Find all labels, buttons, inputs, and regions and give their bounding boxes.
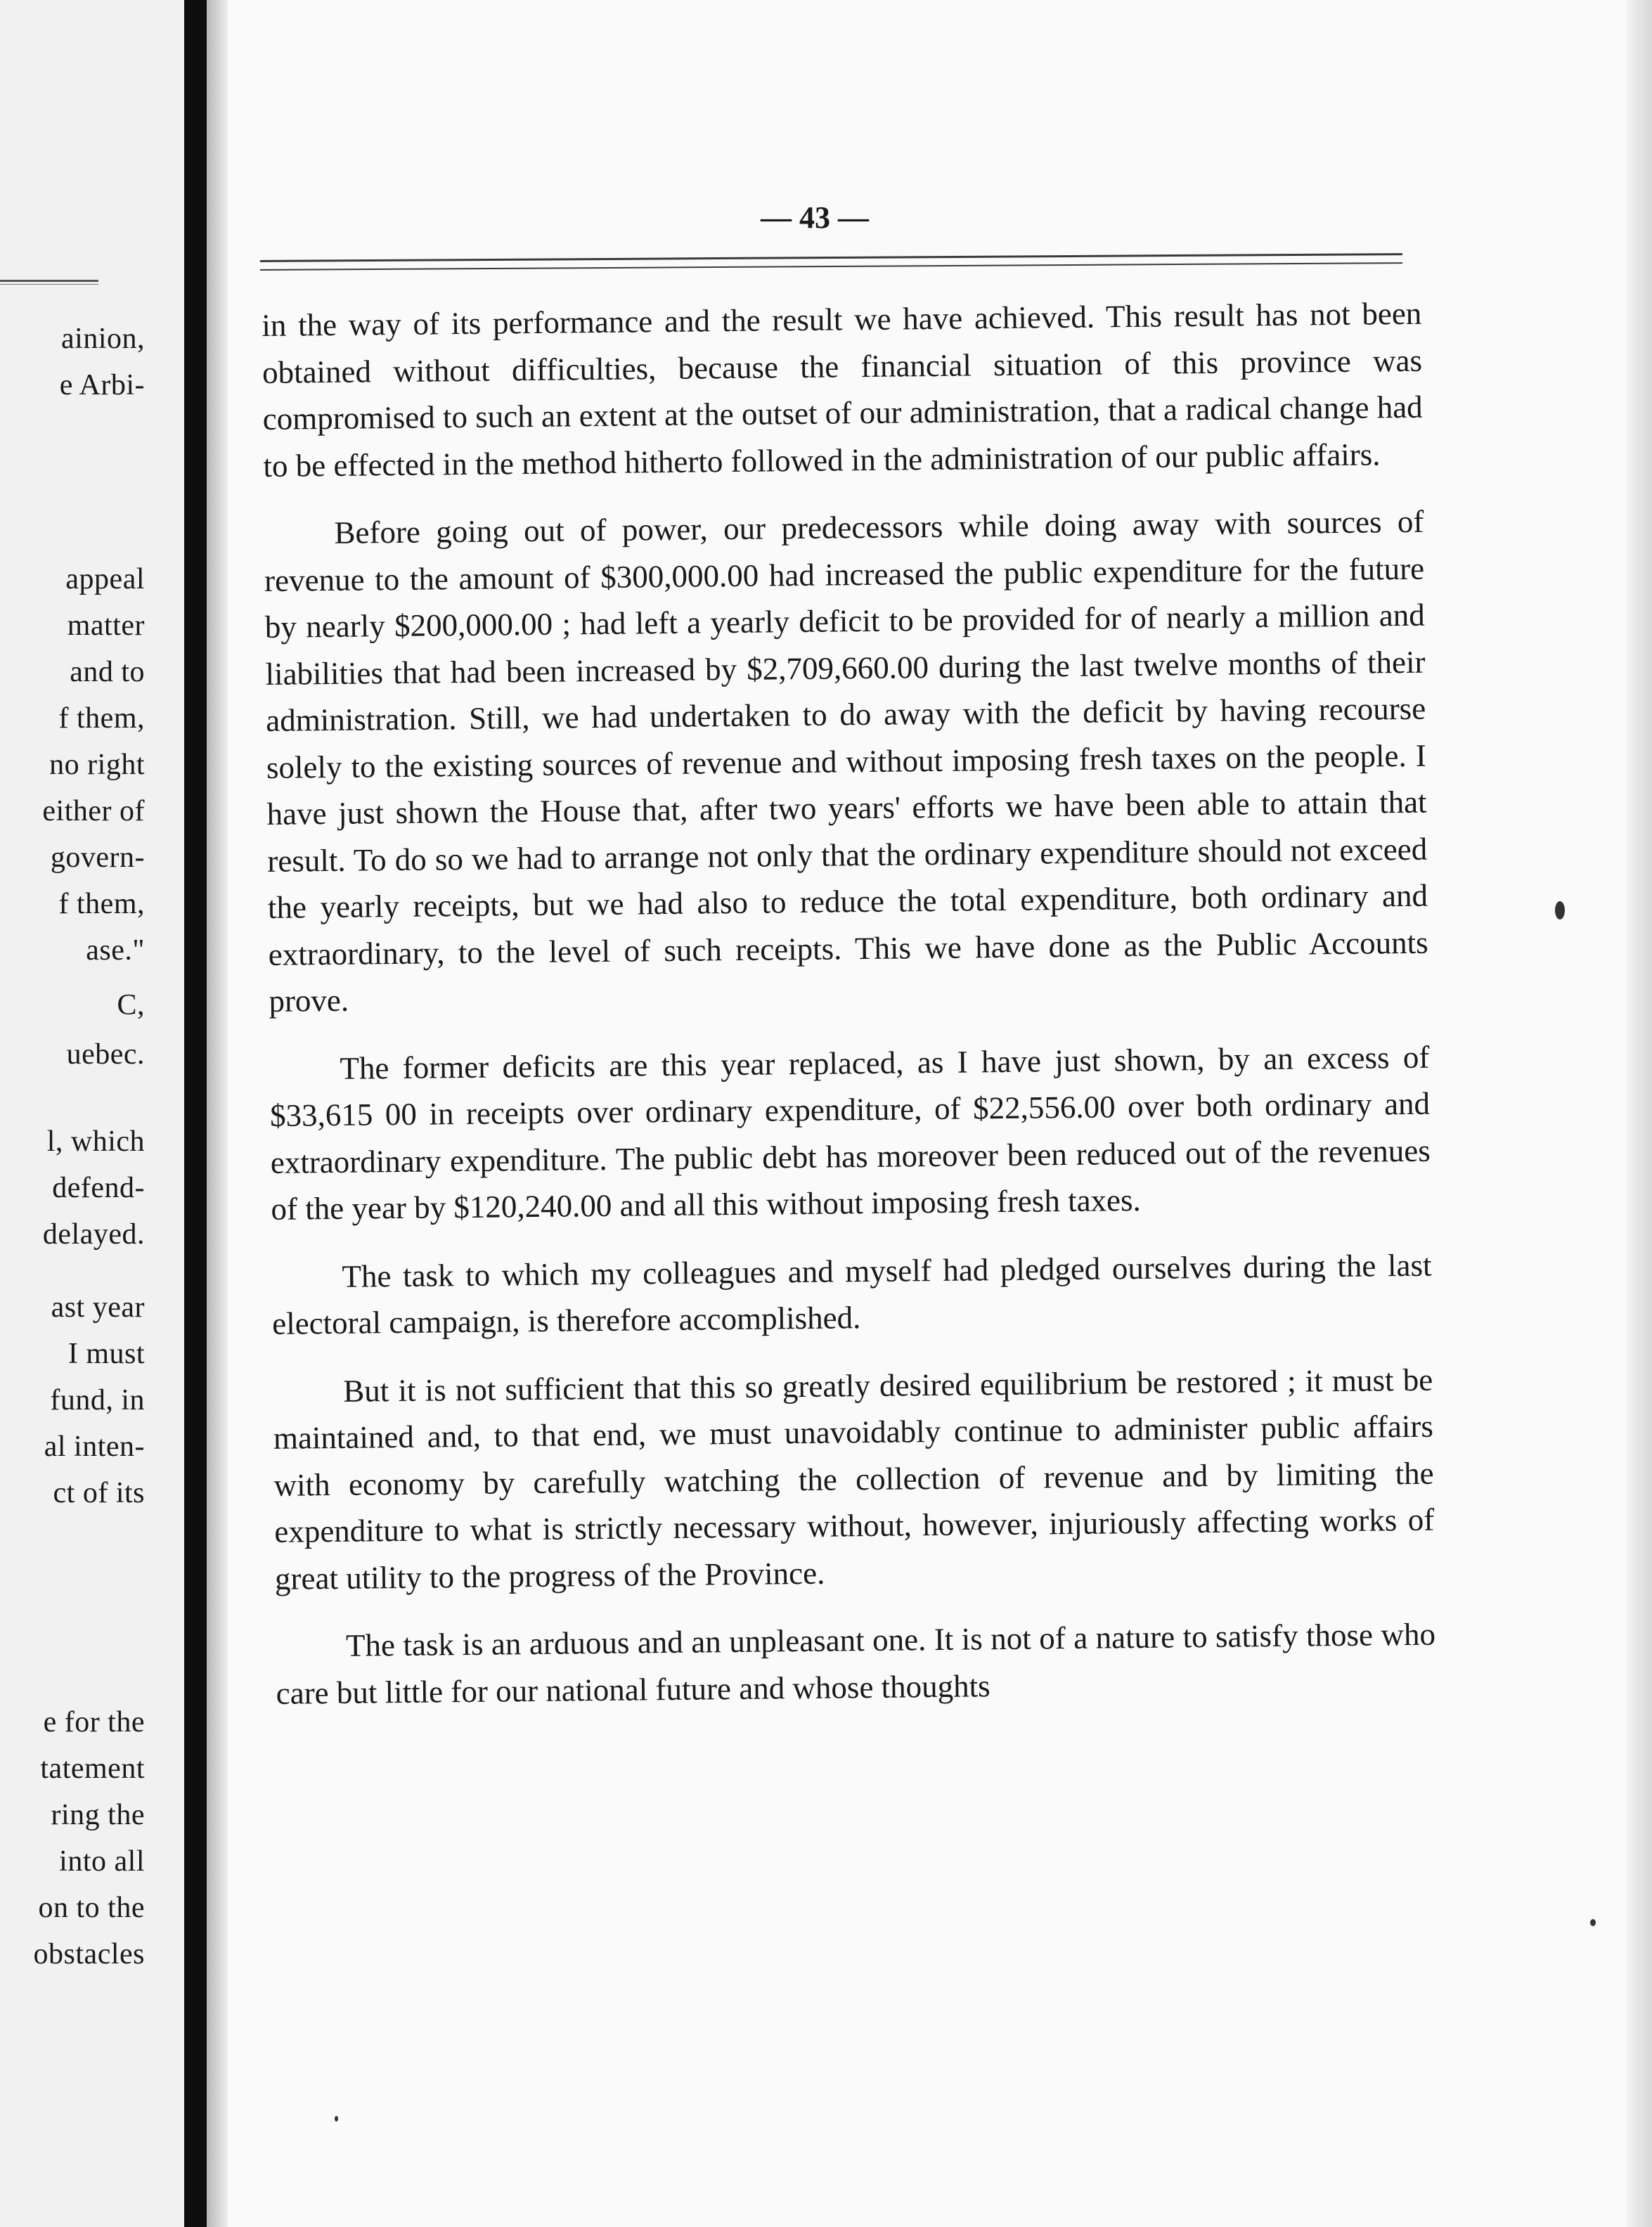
left-page-line: into all bbox=[59, 1845, 145, 1878]
left-page-line: defend- bbox=[52, 1172, 145, 1204]
left-page-line: on to the bbox=[38, 1892, 145, 1924]
paragraph: Before going out of power, our predecessors while doing away with sources of revenue to the amount of $300,000.00 had increased the public expenditure for the future by nearly $200,000.00 ; had left a yearly deficit to be provided for of nearly a million and liabilities that had been increased by $2,709,660.00 during the last twelve months of their administration. Still, we had undertaken to do away with the deficit by having recourse solely to the existing sources of revenue and without imposing fresh taxes on the people. I have just shown the House that, after two years' efforts we have been able to attain that result. To do so we had to arrange not only that the ordinary expenditure should not exceed the yearly receipts, but we had also to reduce the total expenditure, both ordinary and extraordinary, to the level of such receipts. This we have done as the Public Accounts prove. bbox=[264, 503, 1428, 1019]
left-page-line: ase." bbox=[86, 934, 145, 967]
left-page-line: f them, bbox=[58, 888, 145, 920]
left-page-line: and to bbox=[70, 656, 145, 688]
left-page-line: matter bbox=[67, 609, 145, 642]
page-edge-shadow bbox=[1627, 0, 1652, 2227]
left-page-line: l, which bbox=[46, 1125, 145, 1158]
scan-speck bbox=[335, 2116, 338, 2122]
paragraph: The former deficits are this year replaced, as I have just shown, by an excess of $33,615 00 in receipts over ordinary expenditure, of $22,556.00 over both ordinary and extraordinary expenditure. The public debt has moreover been reduced out of the revenues of the year by $120,240.00 and all this without imposing fresh taxes. bbox=[269, 1039, 1431, 1227]
book-gutter bbox=[184, 0, 207, 2227]
left-page-line: e for the bbox=[43, 1706, 145, 1738]
left-page-line: al inten- bbox=[44, 1431, 145, 1463]
body-text bbox=[262, 290, 1436, 1738]
paragraph: But it is not sufficient that this so greatly desired equilibrium be restored ; it must be maintained and, to that end, we must unavoidably continue to administer public affairs with economy by carefully watching the collection of revenue and by limiting the expenditure to what is strictly necessary without, however, injuriously affecting works of great utility to the progress of the Province. bbox=[273, 1362, 1435, 1596]
left-page-line: tatement bbox=[40, 1752, 145, 1785]
left-page-line: I must bbox=[67, 1338, 145, 1370]
left-page-line: e Arbi- bbox=[59, 369, 145, 401]
left-page-line: ast year bbox=[51, 1291, 145, 1324]
left-page-line: ainion, bbox=[61, 323, 145, 355]
left-page-line: either of bbox=[42, 795, 145, 827]
left-page-fragment bbox=[0, 0, 184, 2227]
paragraph: The task to which my colleagues and myself had pledged ourselves during the last electoral campaign, is therefore accomplished. bbox=[271, 1247, 1432, 1341]
left-page-line: delayed. bbox=[42, 1218, 145, 1251]
left-page-line: ring the bbox=[51, 1799, 145, 1831]
left-page-rule bbox=[0, 280, 98, 285]
scan-speck bbox=[1555, 901, 1565, 919]
left-page-line: no right bbox=[49, 749, 145, 781]
left-page-line: C, bbox=[117, 989, 145, 1021]
paragraph-continued: in the way of its performance and the result we have achieved. This result has not been obtained without difficulties, because the financial situation of this province was compromised to such an extent at the outset of our administration, that a radical change had to be effected in the method hitherto followed in the administration of our public affairs. bbox=[262, 295, 1423, 484]
left-page-line: fund, in bbox=[50, 1384, 145, 1416]
left-page-line: f them, bbox=[58, 702, 145, 735]
left-page-line: govern- bbox=[50, 841, 145, 874]
gutter-shadow bbox=[207, 0, 228, 2227]
left-page-line: obstacles bbox=[33, 1938, 145, 1970]
left-page-line: appeal bbox=[65, 563, 145, 595]
paragraph: The task is an arduous and an unpleasant one. It is not of a nature to satisfy those who care but little for our national future and whose thoughts bbox=[276, 1616, 1436, 1711]
left-page-line: uebec. bbox=[66, 1038, 145, 1071]
left-page-line: ct of its bbox=[53, 1477, 145, 1509]
scan-speck bbox=[1590, 1919, 1596, 1926]
page-number: — 43 — bbox=[761, 200, 869, 235]
